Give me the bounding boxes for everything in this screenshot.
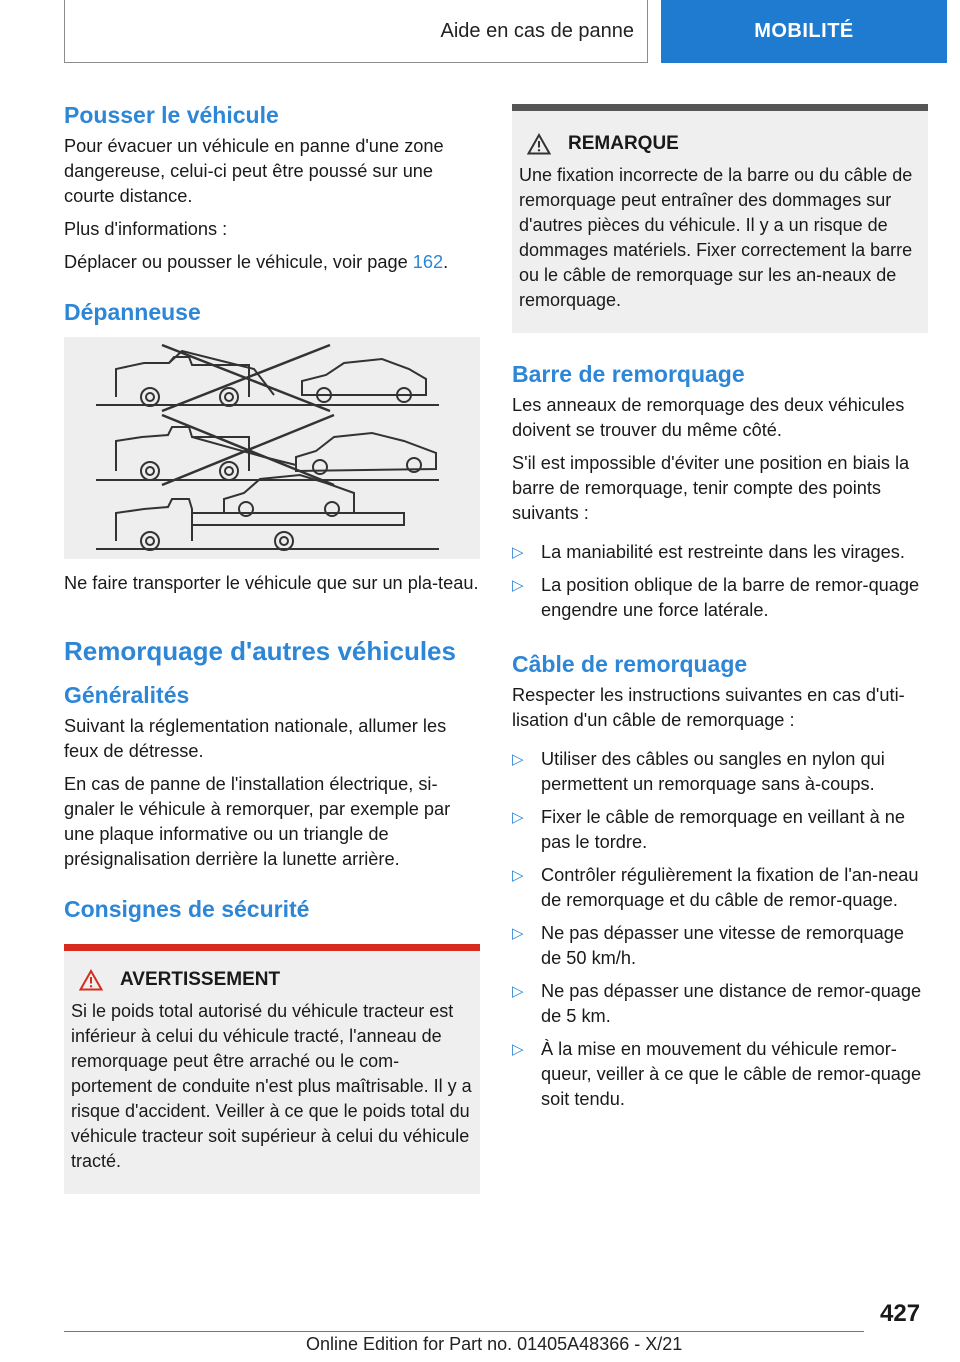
consignes-heading: Consignes de sécurité [64, 896, 310, 922]
bullet-triangle-icon: ▷ [512, 925, 524, 942]
note-title: REMARQUE [568, 133, 679, 154]
header-chapter-tab [661, 0, 947, 63]
bullet-triangle-icon: ▷ [512, 544, 524, 561]
depanneuse-caption: Ne faire transporter le véhicule que sur un pla-teau. [64, 573, 479, 593]
cable-heading: Câble de remorquage [512, 651, 748, 677]
note-text: Une fixation incorrecte de la barre ou du câble de remorquage peut entraîner des dommages sur d'autres pièces du véhicule. Il y a un risque de dommages matériels. Fixer correctement la barre ou le câble de remorquage sur les an-neaux de remorquage. [519, 165, 913, 310]
header-section-title: Aide en cas de panne [440, 19, 634, 42]
header-chapter-title: MOBILITÉ [754, 20, 854, 42]
bullet-triangle-icon: ▷ [512, 867, 524, 884]
pousser-paragraph-2: Plus d'informations : [64, 219, 228, 239]
list-item: ▷ Fixer le câble de remorquage en veillant à ne pas le tordre. [512, 807, 905, 852]
remorquage-heading: Remorquage d'autres véhicules [64, 636, 456, 666]
footer-divider [64, 1331, 864, 1332]
list-item: ▷ Utiliser des câbles ou sangles en nylon qui permettent un remorquage sans à-coups. [512, 749, 885, 794]
barre-list [512, 540, 928, 623]
warning-title-row [71, 967, 472, 992]
caution-triangle-icon [527, 133, 551, 155]
list-item: ▷ Ne pas dépasser une vitesse de remorquage de 50 km/h. [512, 923, 904, 968]
pousser-ref-text: Déplacer ou pousser le véhicule, voir page [64, 252, 413, 272]
warning-title: AVERTISSEMENT [120, 969, 281, 990]
left-column [64, 100, 480, 1194]
list-item: ▷ Contrôler régulièrement la fixation de l'an-neau de remorquage et du câble de remor-quage. [512, 865, 919, 910]
tow-truck-illustration [64, 337, 480, 559]
bullet-triangle-icon: ▷ [512, 809, 524, 826]
pousser-ref-end: . [443, 252, 449, 272]
bullet-triangle-icon: ▷ [512, 577, 524, 594]
truck-3 [116, 499, 192, 541]
warning-text: Si le poids total autorisé du véhicule tracteur est inférieur à celui du véhicule tracté, l'anneau de remorquage peut être arraché ou le com-portement de conduite n'est plus maîtrisable. Il y a risque d'accident. Veiller à ce que le poids total du véhicule tracteur soit supérieur à celui du véhicule tracté. [71, 1001, 472, 1171]
list-item: ▷ À la mise en mouvement du véhicule remor-queur, veiller à ce que le câble de remor-quage soit tendu. [512, 1039, 922, 1109]
note-title-row [519, 131, 920, 156]
pousser-paragraph-1: Pour évacuer un véhicule en panne d'une zone dangereuse, celui-ci peut être poussé sur une courte distance. [64, 136, 444, 206]
generalites-heading: Généralités [64, 682, 190, 708]
barre-paragraph-1: Les anneaux de remorquage des deux véhicules doivent se trouver du même côté. [512, 395, 905, 440]
generalites-paragraph-1: Suivant la réglementation nationale, allumer les feux de détresse. [64, 716, 447, 761]
cable-list [512, 747, 928, 1112]
generalites-paragraph-2: En cas de panne de l'installation électrique, si-gnaler le véhicule à remorquer, par exemple par une plaque informative ou un triangle de présignalisation derrière la lunette arrière. [64, 774, 451, 869]
bullet-triangle-icon: ▷ [512, 983, 524, 1000]
list-item: ▷ La maniabilité est restreinte dans les virages. [512, 540, 928, 565]
warning-triangle-icon [79, 969, 103, 991]
footer-edition: Online Edition for Part no. 01405A48366 - X/21 [306, 1334, 683, 1354]
header-section-tab [64, 0, 648, 63]
car-2 [296, 433, 436, 471]
truck-2 [116, 427, 249, 471]
bullet-triangle-icon: ▷ [512, 1041, 524, 1058]
barre-paragraph-2: S'il est impossible d'éviter une position en biais la barre de remorquage, tenir compte des points suivants : [512, 453, 910, 523]
note-box [512, 104, 928, 333]
list-item: ▷ La position oblique de la barre de remor-quage engendre une force latérale. [512, 575, 920, 620]
pousser-heading: Pousser le véhicule [64, 102, 279, 128]
cable-paragraph-1: Respecter les instructions suivantes en cas d'uti-lisation d'un câble de remorquage : [512, 685, 905, 730]
barre-heading: Barre de remorquage [512, 361, 745, 387]
pousser-paragraph-3 [64, 250, 480, 275]
depanneuse-heading: Dépanneuse [64, 299, 201, 325]
warning-box [64, 944, 480, 1194]
right-column [512, 104, 928, 1120]
tow-truck-drawing [64, 337, 480, 559]
list-item: ▷ Ne pas dépasser une distance de remor-quage de 5 km. [512, 981, 922, 1026]
page-reference-link[interactable]: 162 [412, 252, 444, 272]
bullet-triangle-icon: ▷ [512, 751, 524, 768]
page-number: 427 [880, 1300, 921, 1327]
